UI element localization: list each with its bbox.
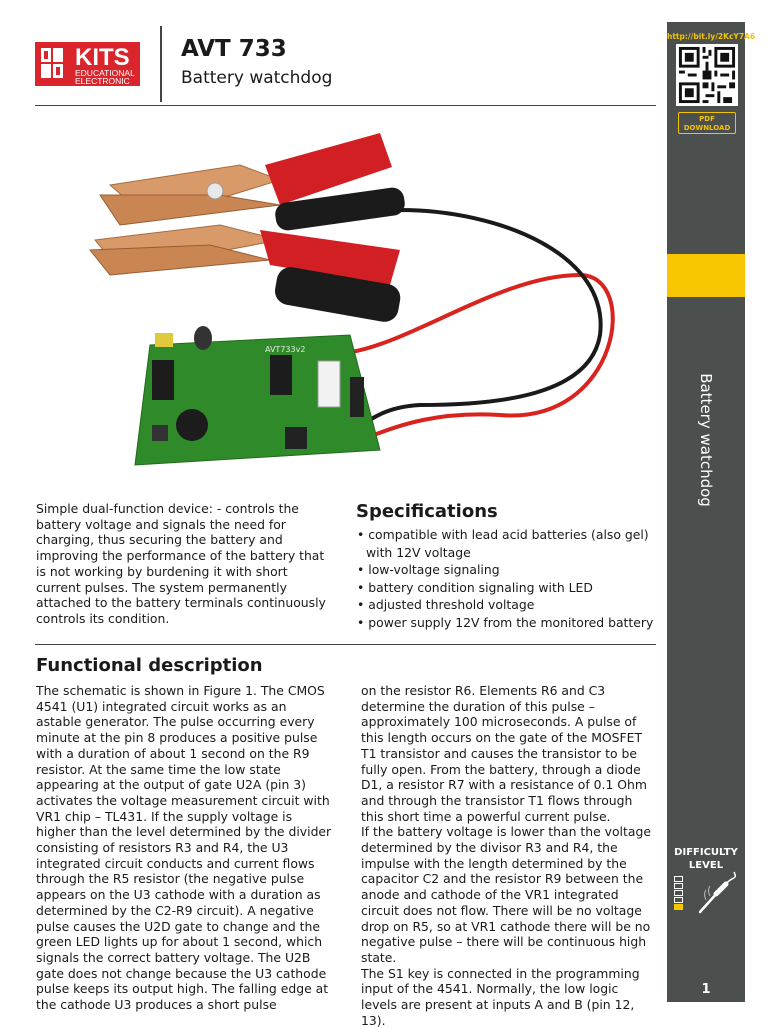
logo-line1: EDUCATIONAL [75,68,135,78]
spec-item: • adjusted threshold voltage [357,597,535,612]
functional-paragraph: on the resistor R6. Elements R6 and C3 determine the duration of this pulse – approximately 100 microseconds. A pulse of this length occurs on the gate of the MOSFET T1 transistor and causes the transistor to be fully open. From the battery, through a diode D1, a resistor R7 with a resistance of 0.1 Ohm and through the transistor T1 flows through this short time a powerful current pulse. [361,683,647,824]
difficulty-line2: LEVEL [688,860,724,871]
difficulty-bar [674,890,683,896]
lower-clip [90,225,402,324]
specifications-title: Specifications [356,501,498,522]
product-photo [80,125,640,470]
functional-paragraph: If the battery voltage is lower than the voltage determined by the divisor R3 and R4, the impulse with the length determined by the capacitor C2 and the resistor R9 between the anode and cathode of the VR1 integrated circuit does not flow. There will be no voltage drop on R5, so at VR1 cathode there will be no negative pulse – there will be continuous high state. [361,824,651,965]
qr-code-icon[interactable] [676,44,738,106]
board-label: AVT733v2 [265,345,306,354]
page-number: 1 [701,982,711,997]
kits-logo [35,42,140,86]
functional-paragraph: The S1 key is connected in the programming input of the 4541. Normally, the low logic levels are present at inputs A and B (pin 12, 13). [361,965,640,1028]
specifications-list [355,526,655,631]
product-name: Battery watchdog [181,68,333,88]
black-wire [348,210,601,441]
section-divider [35,644,656,645]
download-link[interactable]: http://bit.ly/2KcY7A6 [667,32,756,41]
spec-item: • compatible with lead acid batteries (also gel) with 12V voltage [357,527,649,560]
soldering-iron-icon [694,870,740,916]
pdf-download-button[interactable] [678,112,736,134]
difficulty-line1: DIFFICULTY [674,847,738,858]
difficulty-meter [674,876,686,916]
functional-column-2 [361,683,657,1028]
download-label: DOWNLOAD [683,124,731,132]
spec-item: • power supply 12V from the monitored battery [357,614,654,630]
difficulty-bar [674,876,683,882]
header-divider [35,105,656,106]
difficulty-bar [674,883,683,889]
difficulty-bar [674,904,683,910]
upper-clip [100,133,406,232]
logo-brand: KITS [75,44,130,71]
pdf-label: PDF [699,115,715,123]
pcb-board [135,326,380,465]
sidebar-vertical-title: Battery watchdog [697,373,715,507]
functional-description-title: Functional description [36,655,263,676]
spec-item: • low-voltage signaling [357,562,500,577]
header-divider-vertical [160,26,162,102]
product-code: AVT 733 [181,36,287,62]
logo-line2: ELECTRONIC [75,76,130,86]
kits-logo-mark-icon [41,48,67,80]
functional-column-1: The schematic is shown in Figure 1. The CMOS 4541 (U1) integrated circuit works as an astable generator. The pulse occurring every minute at the pin 8 produces a positive pulse with a duration of about 1 second on the R9 resistor. At the same time the low state appearing at the output of gate U2A (pin 3) activates the voltage measurement circuit with VR1 chip – TL431. If the supply voltage is higher than the level determined by the divider consisting of resistors R3 and R4, the U3 integrated circuit conducts and current flows through the R5 resistor (the negative pulse appears on the U3 cathode with a duration as determined by the C2-R9 circuit). A negative pulse causes the U2D gate to change and the green LED lights up for about 1 second, which signals the correct battery voltage. The U2B gate does not change because the U3 cathode pulse keeps its output high. The falling edge at the cathode U3 produces a short pulse [36,683,332,1013]
intro-paragraph: Simple dual-function device: - controls the battery voltage and signals the need for charging, thus securing the battery and improving the performance of the battery that is not working by burdening it with short current pulses. The system permanently attached to the battery terminals continuously controls its condition. [36,501,326,626]
difficulty-bar [674,897,683,903]
difficulty-label [667,846,745,872]
spec-item: • battery condition signaling with LED [357,579,593,595]
accent-band [667,254,745,297]
